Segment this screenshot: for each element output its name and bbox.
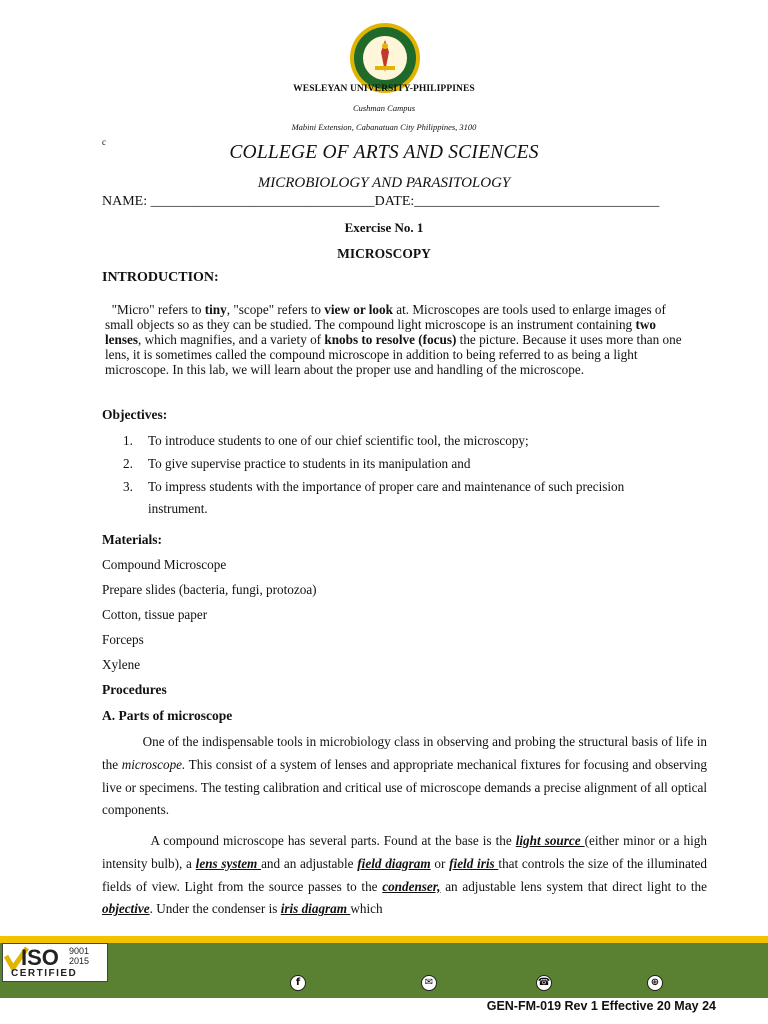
material-item: Compound Microscope bbox=[102, 557, 227, 572]
materials-heading: Materials: bbox=[102, 532, 162, 547]
term-iris-diagram: iris diagram bbox=[280, 901, 351, 917]
objective-item: 3. To impress students with the importance of proper care and maintenance of such precision bbox=[123, 479, 625, 494]
facebook-icon[interactable]: f bbox=[290, 975, 306, 991]
university-name: WESLEYAN UNIVERSITY-PHILIPPINES bbox=[293, 84, 475, 94]
material-item: Xylene bbox=[102, 657, 141, 672]
campus-address: Mabini Extension, Cabanatuan City Philippines, 3100 bbox=[291, 122, 477, 132]
name-date-field-line: NAME: ________________________________DATE:___________________________________ bbox=[102, 194, 660, 209]
term-lens-system: lens system bbox=[195, 855, 262, 871]
iso-standard: 9001 2015 bbox=[69, 946, 90, 966]
term-field-iris: field iris bbox=[449, 855, 499, 871]
document-form-code: GEN-FM-019 Rev 1 Effective 20 May 24 bbox=[486, 999, 716, 1013]
objectives-heading: Objectives: bbox=[102, 407, 168, 422]
mail-icon[interactable]: ✉ bbox=[421, 975, 437, 991]
section-a-heading: A. Parts of microscope bbox=[102, 708, 233, 723]
stray-mark: c bbox=[102, 137, 106, 147]
term-field-diagram: field diagram bbox=[357, 855, 431, 871]
iso-certified-badge bbox=[2, 943, 108, 982]
footer-yellow-stripe bbox=[0, 936, 768, 943]
globe-icon[interactable]: ⊕ bbox=[647, 975, 663, 991]
term-objective: objective bbox=[102, 901, 150, 917]
subject-title: MICROBIOLOGY AND PARASITOLOGY bbox=[257, 175, 511, 191]
material-item: Forceps bbox=[102, 632, 144, 647]
term-condenser: condenser, bbox=[382, 878, 441, 894]
objective-item: 1. To introduce students to one of our chief scientific tool, the microscopy; bbox=[123, 433, 529, 448]
college-title: COLLEGE OF ARTS AND SCIENCES bbox=[229, 142, 539, 163]
material-item: Cotton, tissue paper bbox=[102, 607, 208, 622]
term-light-source: light source bbox=[515, 833, 585, 848]
introduction-heading: INTRODUCTION: bbox=[102, 270, 219, 285]
procedure-paragraph-2: A compound microscope has several parts. Found at the base is the light source (either minor or a high intensity bulb), a lens system and an adjustable field diagram or field iris that controls the size of the illuminated fields of view. Light from the source passes to the condenser, an adjustable lens system that direct light to the objective. Under the condenser is iris diagram which bbox=[102, 833, 707, 917]
exercise-number: Exercise No. 1 bbox=[344, 220, 424, 235]
material-item: Prepare slides (bacteria, fungi, protozoa) bbox=[102, 582, 317, 597]
objective-item-continuation: instrument. bbox=[148, 501, 208, 516]
phone-icon[interactable]: ☎ bbox=[536, 975, 552, 991]
procedures-heading: Procedures bbox=[102, 682, 167, 697]
objective-item: 2. To give supervise practice to students in its manipulation and bbox=[123, 456, 471, 471]
iso-label: ISO bbox=[21, 945, 59, 970]
exercise-title: MICROSCOPY bbox=[337, 246, 431, 261]
iso-certified-text: CERTIFIED bbox=[11, 968, 78, 979]
campus-name: Cushman Campus bbox=[352, 103, 416, 113]
introduction-paragraph: "Micro" refers to tiny, "scope" refers to view or look at. Microscopes are tools used to enlarge images of small objects so as they can be studied. The compound light microscope is an instrument containing two lenses, which magnifies, and a variety of knobs to resolve (focus) the picture. Because it uses more than one lens, it is sometimes called the compound microscope in addition to being referred to as being a light microscope. In this lab, we will learn about the proper use and handling of the microscope. bbox=[105, 302, 682, 377]
procedure-paragraph-1: One of the indispensable tools in microbiology class in observing and probing the structural basis of life in the microscope. This consist of a system of lenses and appropriate mechanical fixtures for focusing and observing live or specimens. The testing calibration and critical use of microscope demands a precise alignment of all optical components. bbox=[102, 734, 708, 818]
